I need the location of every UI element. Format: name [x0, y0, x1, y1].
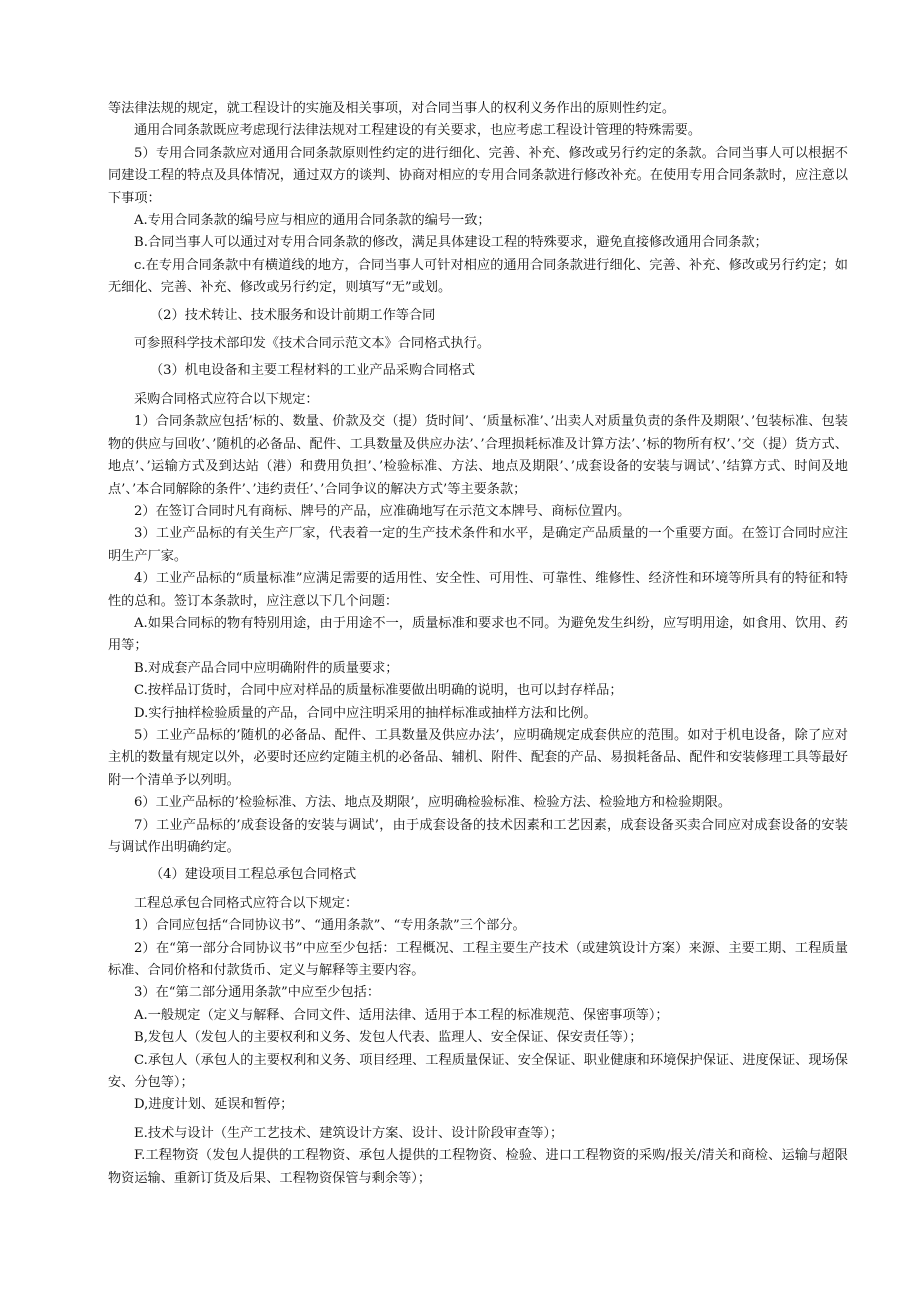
paragraph-14: 4）工业产品标的“质量标准”应满足需要的适用性、安全性、可用性、可靠性、维修性、经济性和环境等所具有的特征和特性的总和。签订本条款时，应注意以下几个问题： — [108, 571, 848, 609]
paragraph-4: A.专用合同条款的编号应与相应的通用合同条款的编号一致； — [134, 213, 491, 229]
paragraph-21: 7）工业产品标的’成套设备的安装与调试’，由于成套设备的技术因素和工艺因素，成套设备买卖合同应对成套设备的安装与调试作出明确约定。 — [108, 817, 848, 855]
paragraph-27: A.一般规定（定义与解释、合同文件、适用法律、适用于本工程的标准规范、保密事项等）； — [134, 1007, 669, 1023]
paragraph-15: A.如果合同标的物有特别用途，由于用途不一，质量标准和要求也不同。为避免发生纠纷，应写明用途，如食用、饮用、药用等； — [108, 615, 848, 654]
section-heading-4: （4）建设项目工程总承包合同格式 — [150, 867, 357, 883]
document-page — [108, 98, 848, 1190]
paragraph-20: 6）工业产品标的’检验标准、方法、地点及期限’，应明确检验标准、检验方法、检验地方和检验期限。 — [134, 795, 732, 811]
paragraph-2: 通用合同条款既应考虑现行法律法规对工程建设的有关要求，也应考虑工程设计管理的特殊需要。 — [134, 123, 702, 139]
paragraph-17: C.按样品订货时，合同中应对样品的质量标准要做出明确的说明，也可以封存样品； — [134, 683, 623, 699]
paragraph-16: B.对成套产品合同中应明确附件的质量要求； — [134, 660, 399, 676]
paragraph-13: 3）工业产品标的有关生产厂家，代表着一定的生产技术条件和水平，是确定产品质量的一个重要方面。在签订合同时应注明生产厂家。 — [108, 526, 848, 564]
paragraph-5: B.合同当事人可以通过对专用合同条款的修改，满足具体建设工程的特殊要求，避免直接修改通用合同条款； — [134, 235, 768, 251]
section-heading-3: （3）机电设备和主要工程材料的工业产品采购合同格式 — [150, 363, 475, 379]
paragraph-19: 5）工业产品标的’随机的必备品、配件、工具数量及供应办法’，应明确规定成套供应的范围。如对于机电设备，除了应对主机的数量有规定以外，必要时还应约定随主机的必备品、辅机、附件、配套的产品、易损耗备品、配件和安装修理工具等最好附一个清单予以列明。 — [108, 727, 848, 788]
paragraph-31: E.技术与设计（生产工艺技术、建筑设计方案、设计、设计阶段审查等）； — [134, 1125, 564, 1141]
paragraph-26: 3）在“第二部分通用条款”中应至少包括： — [134, 985, 381, 1001]
paragraph-29: C.承包人（承包人的主要权利和义务、项目经理、工程质量保证、安全保证、职业健康和环境保护保证、进度保证、现场保安、分包等）； — [108, 1052, 848, 1091]
paragraph-30: D,进度计划、延误和暂停； — [134, 1097, 294, 1113]
paragraph-28: B,发包人（发包人的主要权利和义务、发包人代表、监理人、安全保证、保安责任等）； — [134, 1030, 643, 1046]
paragraph-18: D.实行抽样检验质量的产品，合同中应注明采用的抽样标准或抽样方法和比例。 — [134, 705, 597, 721]
paragraph-1: 等法律法规的规定，就工程设计的实施及相关事项，对合同当事人的权利义务作出的原则性约定。 — [108, 101, 676, 116]
paragraph-32: F.工程物资（发包人提供的工程物资、承包人提供的工程物资、检验、进口工程物资的采购/报关/清关和商检、运输与超限物资运输、重新订货及后果、工程物资保管与剩余等）； — [108, 1148, 848, 1186]
paragraph-10: 采购合同格式应符合以下规定： — [134, 391, 319, 407]
paragraph-23: 工程总承包合同格式应符合以下规定： — [134, 895, 359, 911]
paragraph-12: 2）在签订合同时凡有商标、牌号的产品，应准确地写在示范文本牌号、商标位置内。 — [134, 503, 631, 519]
paragraph-25: 2）在“第一部分合同协议书”中应至少包括：工程概况、工程主要生产技术（或建筑设计方案）来源、主要工期、工程质量标准、合同价格和付款货币、定义与解释等主要内容。 — [108, 940, 848, 979]
paragraph-8: 可参照科学技术部印发《技术合同示范文本》合同格式执行。 — [134, 336, 491, 352]
paragraph-6: c.在专用合同条款中有横道线的地方，合同当事人可针对相应的通用合同条款进行细化、完善、补充、修改或另行约定；如无细化、完善、补充、修改或另行约定，则填写“无”或划。 — [108, 257, 848, 296]
paragraph-3: 5）专用合同条款应对通用合同条款原则性约定的进行细化、完善、补充、修改或另行约定的条款。合同当事人可以根据不同建设工程的特点及具体情况，通过双方的谈判、协商对相应的专用合同条款进行修改补充。在使用专用合同条款时，应注意以下事项： — [108, 145, 848, 206]
section-heading-2: （2）技术转让、技术服务和设计前期工作等合同 — [150, 307, 436, 323]
paragraph-24: 1）合同应包括“合同协议书”、“通用条款”、“专用条款”三个部分。 — [134, 918, 526, 934]
paragraph-11: 1）合同条款应包括’标的、数量、价款及交（提）货时间’、‘质量标准’、’出卖人对质量负责的条件及期限’、’包装标准、包装物的供应与回收’、’随机的必备品、配件、工具数量及供应办法’、’合理损耗标准及计算方法’、’标的物所有权’、’交（提）货方式、地点’、’运输方式及到达站（港）和费用负担’、’检验标准、方法、地点及期限’、’成套设备的安装与调试’、’结算方式、时间及地点’、’本合同解除的条件’、’违约责任’、’合同争议的解决方式’等主要条款； — [108, 414, 848, 497]
